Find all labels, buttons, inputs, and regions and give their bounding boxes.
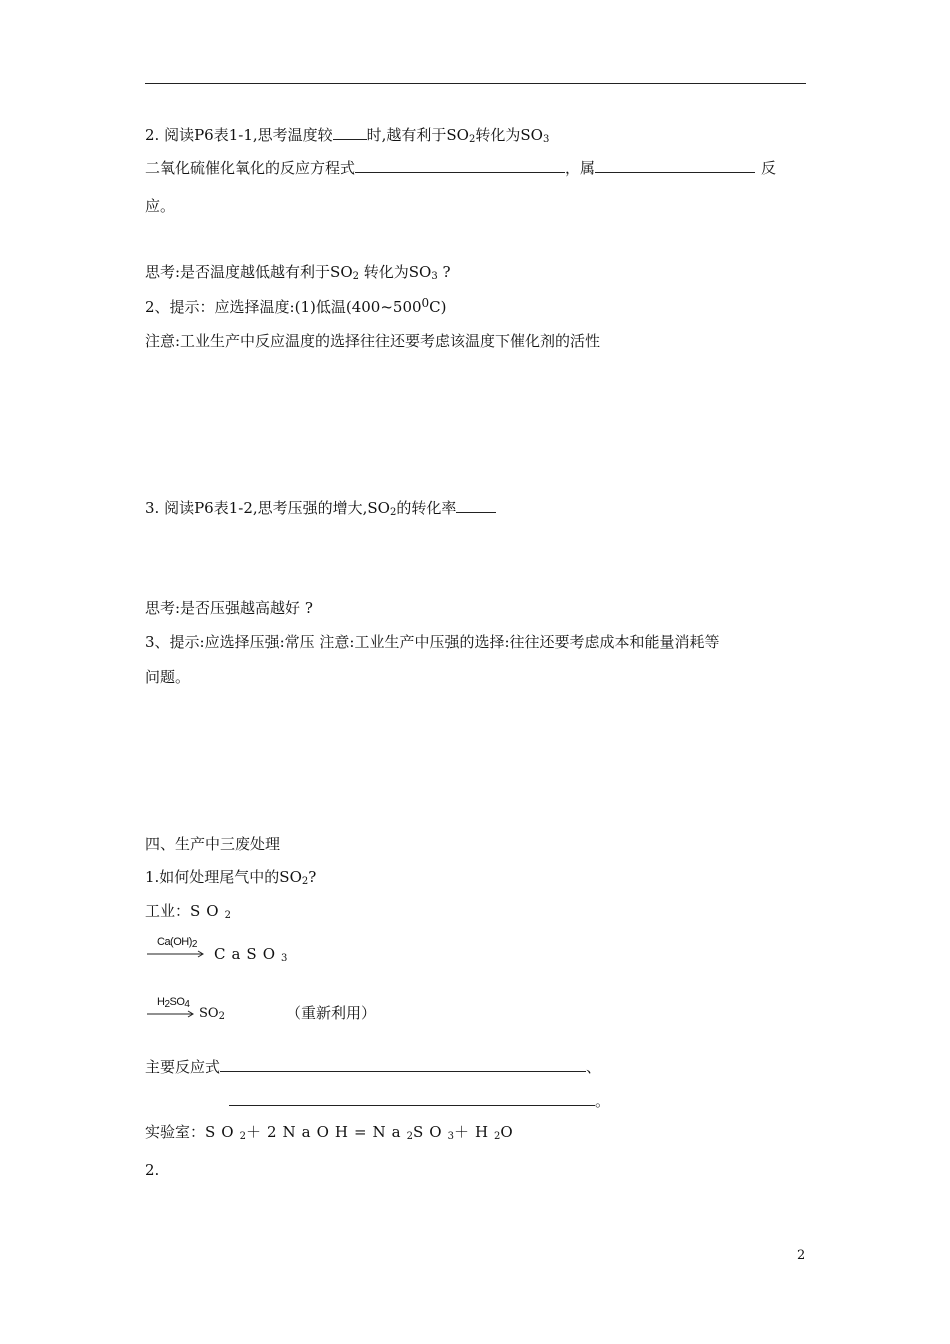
section4-q2: 2. bbox=[145, 1161, 160, 1179]
q2-line2: 二氧化硫催化氧化的反应方程式 ，属 反 bbox=[145, 159, 777, 177]
main-equation-line1: 主要反应式 、 bbox=[145, 1058, 602, 1076]
arrow-reagent-label: $Ca(OH)_2$ bbox=[157, 936, 197, 950]
arrow1-product: CaSO$_3$ bbox=[214, 945, 288, 964]
section4-q1: 1.如何处理尾气中的$SO_2$? bbox=[145, 868, 317, 887]
q3-line1: 3. 阅读P6表1-2,思考压强的增大$,SO_2$的转化率 bbox=[145, 498, 496, 518]
q2-think: 思考:是否温度越低越有利于$SO_2$ 转化为$SO_3$ ? bbox=[145, 263, 451, 282]
q3-hint: 3、提示:应选择压强:常压 注意:工业生产中压强的选择:往往还要考虑成本和能量消耗等 bbox=[145, 633, 720, 651]
arrow-icon bbox=[145, 996, 197, 1022]
reaction-arrow-caoh2 bbox=[145, 936, 207, 962]
page-number: 2 bbox=[797, 1248, 806, 1263]
answer-blank bbox=[355, 158, 565, 173]
arrow2-product: $SO_2$ bbox=[199, 1006, 225, 1022]
answer-blank bbox=[229, 1091, 595, 1106]
main-equation-line2: 。 bbox=[229, 1091, 610, 1111]
arrow-icon bbox=[145, 936, 207, 962]
q2-line1: 2. 阅读P6表1-1,思考温度较 时,越有利于$SO_2$转化为$SO_3$ bbox=[145, 126, 550, 145]
q2-line3: 应。 bbox=[145, 197, 176, 215]
header-rule bbox=[145, 83, 806, 84]
q2-hint: 2、提示：应选择温度:(1)低温$(400\sim 500^0C)$ bbox=[145, 296, 447, 316]
q2-note: 注意:工业生产中反应温度的选择往往还要考虑该温度下催化剂的活性 bbox=[145, 332, 601, 350]
arrow-reagent-label: $H_2SO_4$ bbox=[157, 996, 190, 1010]
answer-blank bbox=[220, 1057, 586, 1072]
answer-blank bbox=[456, 498, 496, 513]
answer-blank bbox=[333, 125, 367, 140]
answer-blank bbox=[595, 158, 755, 173]
reuse-note: （重新利用） bbox=[286, 1004, 377, 1022]
lab-equation: 实验室：$SO_2+2NaOH=Na_2SO_3+H_2O$ bbox=[145, 1123, 513, 1142]
q3-hint-cont: 问题。 bbox=[145, 668, 191, 686]
q3-think: 思考:是否压强越高越好 ? bbox=[145, 599, 313, 617]
section4-heading: 四、生产中三废处理 bbox=[145, 835, 281, 853]
industry-line: 工业：$SO_2$ bbox=[145, 902, 231, 921]
reaction-arrow-h2so4 bbox=[145, 996, 197, 1022]
